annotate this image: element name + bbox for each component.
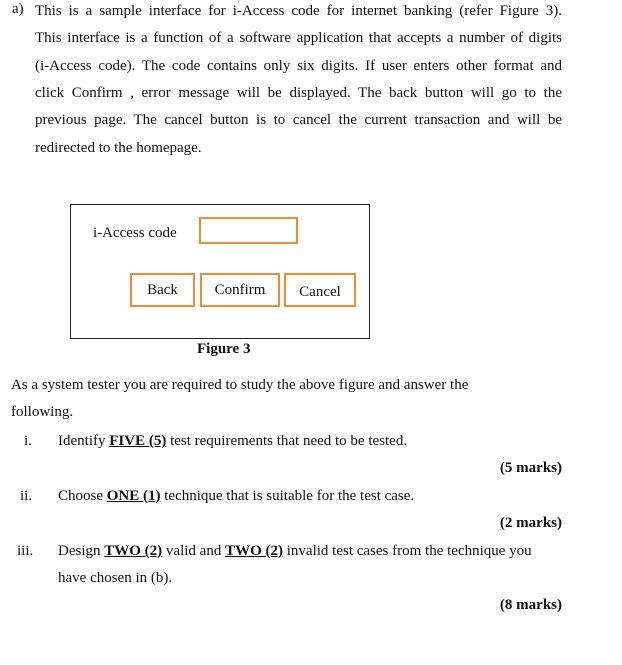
item-text-1 [58, 433, 407, 450]
item-3-emphasis-1: TWO (2) [104, 543, 163, 559]
item-text-3-line-2: have chosen in (b). [58, 570, 173, 586]
item-number-3: iii. [17, 543, 34, 559]
item-number-2: ii. [20, 488, 33, 504]
item-3-marks: (8 marks) [499, 597, 562, 613]
question-label: a) [12, 1, 24, 17]
confirm-button[interactable]: Confirm [200, 273, 280, 307]
item-number-1: i. [24, 433, 32, 449]
item-1-emphasis: FIVE (5) [109, 433, 167, 449]
intro-line-2: following. [11, 404, 74, 420]
item-2-pre: Choose [58, 488, 107, 504]
question-line-1: This is a sample interface for i-Access code for internet banking (refer Figure 3). [35, 3, 562, 19]
question-line-5: previous page. The cancel button is to cancel the current transaction and will be [35, 112, 562, 128]
item-text-2 [58, 488, 414, 505]
item-1-marks: (5 marks) [499, 460, 562, 476]
item-2-marks: (2 marks) [499, 515, 562, 531]
item-1-post: test requirements that need to be tested. [166, 433, 408, 449]
cancel-button[interactable]: Cancel [284, 273, 356, 307]
question-line-4: click Confirm , error message will be displayed. The back button will go to the [35, 85, 562, 101]
item-3-mid: valid and [162, 543, 226, 559]
item-3-emphasis-2: TWO (2) [225, 543, 283, 559]
question-line-3: (i-Access code). The code contains only six digits. If user enters other format and [35, 58, 562, 74]
figure-caption: Figure 3 [197, 341, 251, 357]
i-access-code-input[interactable] [199, 217, 298, 244]
intro-line-1: As a system tester you are required to study the above figure and answer the [11, 377, 469, 393]
question-line-2: This interface is a function of a software application that accepts a number of digits [35, 30, 562, 46]
i-access-code-label: i-Access code [93, 225, 177, 241]
item-3-pre: Design [58, 543, 105, 559]
item-2-post: technique that is suitable for the test case. [160, 488, 415, 504]
item-text-3 [58, 543, 532, 560]
figure-3-interface [70, 204, 370, 339]
item-1-pre: Identify [58, 433, 110, 449]
question-line-6: redirected to the homepage. [35, 140, 202, 156]
item-3-post: invalid test cases from the technique you [283, 543, 532, 559]
item-2-emphasis: ONE (1) [106, 488, 161, 504]
back-button[interactable]: Back [130, 273, 195, 307]
